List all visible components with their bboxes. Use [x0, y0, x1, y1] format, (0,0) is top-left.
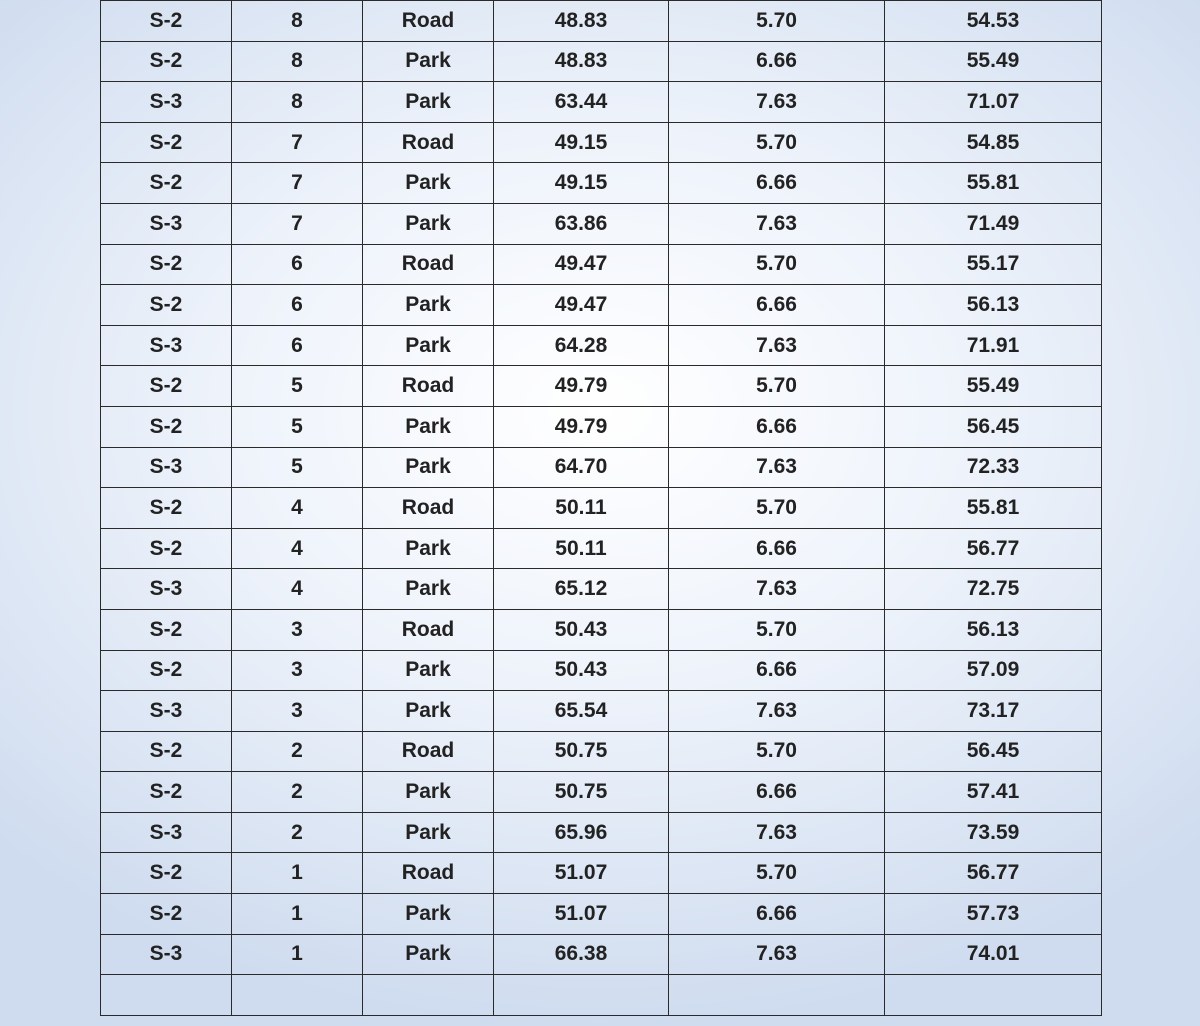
- plc-cell: 6.66: [669, 406, 885, 447]
- sector-cell: S-2: [101, 731, 232, 772]
- plc-cell: 5.70: [669, 244, 885, 285]
- plc-cell: 7.63: [669, 691, 885, 732]
- plc-cell: 6.66: [669, 163, 885, 204]
- sector-cell: S-2: [101, 122, 232, 163]
- table-row: [101, 650, 1102, 691]
- sector-cell: S-3: [101, 812, 232, 853]
- facing-cell: Park: [363, 650, 494, 691]
- total-cell: 55.81: [885, 163, 1102, 204]
- sector-cell: S-3: [101, 447, 232, 488]
- facing-cell: Park: [363, 285, 494, 326]
- table-row: [101, 41, 1102, 82]
- floor-cell: 3: [232, 650, 363, 691]
- sector-cell: S-3: [101, 691, 232, 732]
- floor-cell: 5: [232, 366, 363, 407]
- facing-cell: Park: [363, 691, 494, 732]
- base-price-cell: 49.15: [494, 163, 669, 204]
- facing-cell: Road: [363, 488, 494, 529]
- sector-cell: S-2: [101, 163, 232, 204]
- total-cell: 72.75: [885, 569, 1102, 610]
- sector-cell: S-2: [101, 406, 232, 447]
- plc-cell: 5.70: [669, 122, 885, 163]
- table-row: [101, 772, 1102, 813]
- facing-cell: Road: [363, 731, 494, 772]
- base-price-cell: 50.43: [494, 609, 669, 650]
- facing-cell: Park: [363, 406, 494, 447]
- total-cell: 71.07: [885, 82, 1102, 123]
- empty-cell: [232, 975, 363, 1016]
- sector-cell: S-2: [101, 528, 232, 569]
- base-price-cell: 50.11: [494, 528, 669, 569]
- base-price-cell: 51.07: [494, 853, 669, 894]
- sector-cell: S-2: [101, 366, 232, 407]
- table-row: [101, 731, 1102, 772]
- sector-cell: S-2: [101, 853, 232, 894]
- total-cell: 72.33: [885, 447, 1102, 488]
- table-row: [101, 1, 1102, 42]
- table-row: [101, 691, 1102, 732]
- total-cell: 57.73: [885, 894, 1102, 935]
- sector-cell: S-2: [101, 894, 232, 935]
- total-cell: 56.45: [885, 406, 1102, 447]
- total-cell: 73.17: [885, 691, 1102, 732]
- floor-cell: 6: [232, 285, 363, 326]
- sector-cell: S-3: [101, 569, 232, 610]
- sector-cell: S-2: [101, 650, 232, 691]
- floor-cell: 8: [232, 82, 363, 123]
- floor-cell: 6: [232, 325, 363, 366]
- plc-cell: 6.66: [669, 41, 885, 82]
- facing-cell: Park: [363, 812, 494, 853]
- facing-cell: Park: [363, 569, 494, 610]
- base-price-cell: 48.83: [494, 1, 669, 42]
- total-cell: 71.49: [885, 203, 1102, 244]
- facing-cell: Road: [363, 244, 494, 285]
- facing-cell: Park: [363, 325, 494, 366]
- price-table: [100, 0, 1102, 1016]
- blank-table-row: [101, 975, 1102, 1016]
- table-row: [101, 934, 1102, 975]
- base-price-cell: 50.43: [494, 650, 669, 691]
- sector-cell: S-3: [101, 934, 232, 975]
- plc-cell: 6.66: [669, 772, 885, 813]
- base-price-cell: 65.12: [494, 569, 669, 610]
- facing-cell: Road: [363, 609, 494, 650]
- facing-cell: Park: [363, 528, 494, 569]
- plc-cell: 7.63: [669, 203, 885, 244]
- sector-cell: S-2: [101, 1, 232, 42]
- plc-cell: 5.70: [669, 1, 885, 42]
- base-price-cell: 49.79: [494, 366, 669, 407]
- base-price-cell: 48.83: [494, 41, 669, 82]
- empty-cell: [885, 975, 1102, 1016]
- table-row: [101, 203, 1102, 244]
- table-row: [101, 285, 1102, 326]
- base-price-cell: 50.75: [494, 731, 669, 772]
- plc-cell: 7.63: [669, 325, 885, 366]
- base-price-cell: 50.11: [494, 488, 669, 529]
- floor-cell: 1: [232, 894, 363, 935]
- floor-cell: 4: [232, 528, 363, 569]
- base-price-cell: 66.38: [494, 934, 669, 975]
- plc-cell: 6.66: [669, 285, 885, 326]
- plc-cell: 7.63: [669, 812, 885, 853]
- facing-cell: Park: [363, 82, 494, 123]
- facing-cell: Park: [363, 447, 494, 488]
- plc-cell: 7.63: [669, 447, 885, 488]
- plc-cell: 5.70: [669, 609, 885, 650]
- plc-cell: 7.63: [669, 569, 885, 610]
- plc-cell: 5.70: [669, 488, 885, 529]
- total-cell: 55.17: [885, 244, 1102, 285]
- facing-cell: Park: [363, 41, 494, 82]
- table-body: [101, 1, 1102, 1016]
- sector-cell: S-2: [101, 488, 232, 529]
- table-row: [101, 488, 1102, 529]
- plc-cell: 5.70: [669, 853, 885, 894]
- floor-cell: 7: [232, 122, 363, 163]
- floor-cell: 5: [232, 447, 363, 488]
- table-row: [101, 82, 1102, 123]
- plc-cell: 6.66: [669, 528, 885, 569]
- total-cell: 56.45: [885, 731, 1102, 772]
- facing-cell: Park: [363, 894, 494, 935]
- floor-cell: 7: [232, 163, 363, 204]
- table-row: [101, 528, 1102, 569]
- sector-cell: S-2: [101, 609, 232, 650]
- base-price-cell: 63.86: [494, 203, 669, 244]
- sector-cell: S-2: [101, 244, 232, 285]
- floor-cell: 2: [232, 772, 363, 813]
- plc-cell: 6.66: [669, 650, 885, 691]
- table-row: [101, 812, 1102, 853]
- floor-cell: 2: [232, 731, 363, 772]
- total-cell: 54.85: [885, 122, 1102, 163]
- sector-cell: S-2: [101, 772, 232, 813]
- base-price-cell: 49.47: [494, 244, 669, 285]
- table-row: [101, 244, 1102, 285]
- floor-cell: 5: [232, 406, 363, 447]
- total-cell: 73.59: [885, 812, 1102, 853]
- floor-cell: 1: [232, 934, 363, 975]
- floor-cell: 3: [232, 691, 363, 732]
- price-table-container: [100, 0, 1101, 1016]
- base-price-cell: 64.70: [494, 447, 669, 488]
- floor-cell: 3: [232, 609, 363, 650]
- base-price-cell: 49.15: [494, 122, 669, 163]
- table-row: [101, 163, 1102, 204]
- table-row: [101, 609, 1102, 650]
- facing-cell: Park: [363, 163, 494, 204]
- floor-cell: 4: [232, 569, 363, 610]
- floor-cell: 2: [232, 812, 363, 853]
- empty-cell: [363, 975, 494, 1016]
- base-price-cell: 64.28: [494, 325, 669, 366]
- facing-cell: Road: [363, 366, 494, 407]
- total-cell: 71.91: [885, 325, 1102, 366]
- floor-cell: 8: [232, 1, 363, 42]
- table-row: [101, 894, 1102, 935]
- table-row: [101, 569, 1102, 610]
- floor-cell: 1: [232, 853, 363, 894]
- facing-cell: Road: [363, 853, 494, 894]
- facing-cell: Park: [363, 934, 494, 975]
- floor-cell: 8: [232, 41, 363, 82]
- table-row: [101, 853, 1102, 894]
- empty-cell: [669, 975, 885, 1016]
- table-row: [101, 447, 1102, 488]
- floor-cell: 7: [232, 203, 363, 244]
- total-cell: 56.13: [885, 285, 1102, 326]
- floor-cell: 4: [232, 488, 363, 529]
- base-price-cell: 65.96: [494, 812, 669, 853]
- total-cell: 57.41: [885, 772, 1102, 813]
- sector-cell: S-2: [101, 41, 232, 82]
- total-cell: 55.81: [885, 488, 1102, 529]
- plc-cell: 7.63: [669, 82, 885, 123]
- total-cell: 54.53: [885, 1, 1102, 42]
- base-price-cell: 49.79: [494, 406, 669, 447]
- base-price-cell: 65.54: [494, 691, 669, 732]
- base-price-cell: 49.47: [494, 285, 669, 326]
- total-cell: 56.77: [885, 853, 1102, 894]
- sector-cell: S-3: [101, 82, 232, 123]
- base-price-cell: 51.07: [494, 894, 669, 935]
- table-row: [101, 325, 1102, 366]
- base-price-cell: 50.75: [494, 772, 669, 813]
- plc-cell: 5.70: [669, 366, 885, 407]
- table-row: [101, 122, 1102, 163]
- sector-cell: S-3: [101, 203, 232, 244]
- sector-cell: S-2: [101, 285, 232, 326]
- facing-cell: Road: [363, 1, 494, 42]
- facing-cell: Park: [363, 772, 494, 813]
- base-price-cell: 63.44: [494, 82, 669, 123]
- facing-cell: Park: [363, 203, 494, 244]
- facing-cell: Road: [363, 122, 494, 163]
- plc-cell: 6.66: [669, 894, 885, 935]
- total-cell: 74.01: [885, 934, 1102, 975]
- empty-cell: [101, 975, 232, 1016]
- total-cell: 55.49: [885, 366, 1102, 407]
- total-cell: 57.09: [885, 650, 1102, 691]
- table-row: [101, 366, 1102, 407]
- plc-cell: 7.63: [669, 934, 885, 975]
- plc-cell: 5.70: [669, 731, 885, 772]
- total-cell: 56.13: [885, 609, 1102, 650]
- sector-cell: S-3: [101, 325, 232, 366]
- floor-cell: 6: [232, 244, 363, 285]
- total-cell: 55.49: [885, 41, 1102, 82]
- total-cell: 56.77: [885, 528, 1102, 569]
- table-row: [101, 406, 1102, 447]
- empty-cell: [494, 975, 669, 1016]
